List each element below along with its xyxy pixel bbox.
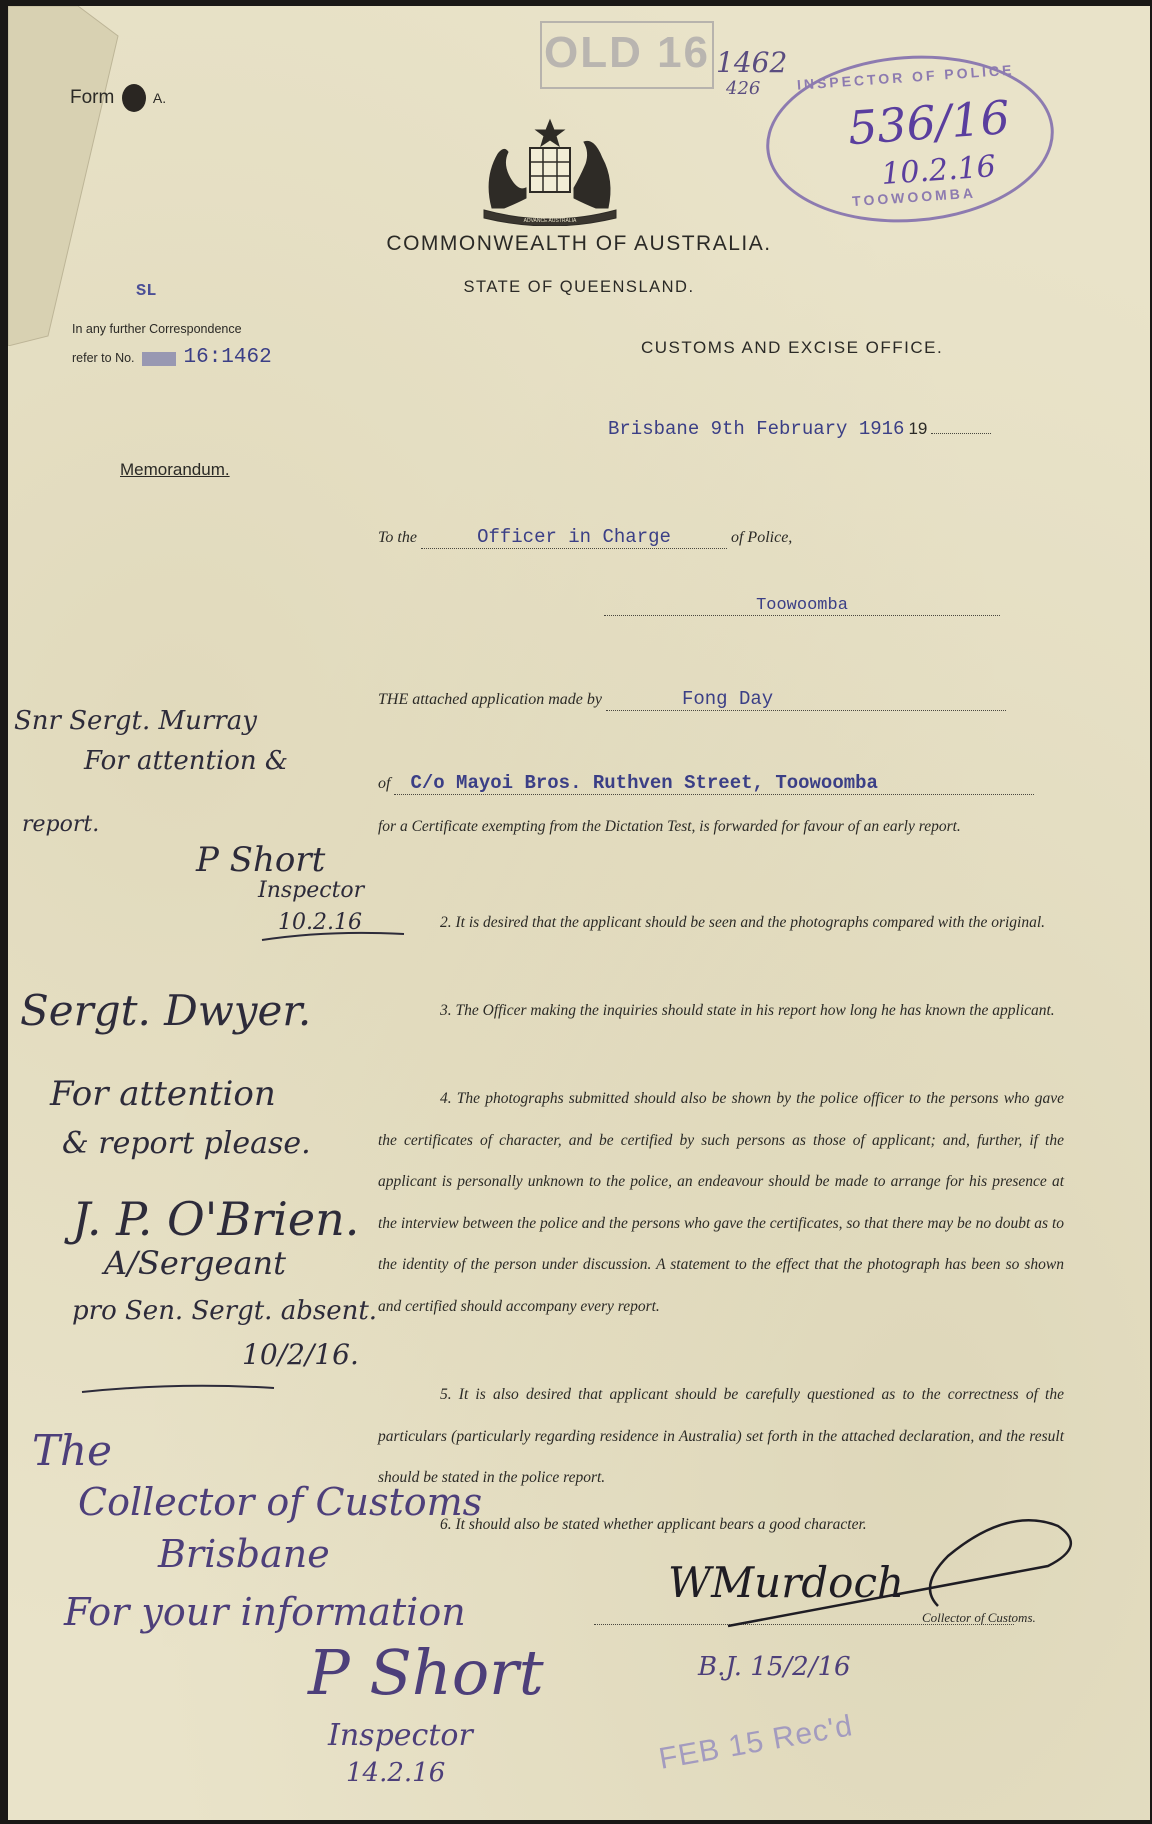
note1-date: 10.2.16 [278,910,362,935]
punch-hole [122,84,146,112]
paragraph-3: 3. The Officer making the inquiries should state in his report how long he has known the applicant. [440,1002,1055,1019]
memorandum-heading: Memorandum. [120,460,230,479]
office-heading: CUSTOMS AND EXCISE OFFICE. [641,338,944,357]
note1-line3: report. [22,812,100,837]
note2-line4: pro Sen. Sergt. absent. [72,1296,378,1326]
correspondence-line: In any further Correspondence [72,322,242,336]
sl-code: SL [136,282,157,301]
refer-line: refer to No. 16:1462 [72,346,272,369]
file-number-top: 1462 [716,46,788,79]
note3-line3: Brisbane [158,1532,330,1576]
note3-initials: B.J. 15/2/16 [698,1652,851,1682]
note1-role: Inspector [258,878,365,903]
struck-out-text [142,352,176,366]
memorandum-document [8,6,1150,1820]
collector-title: Collector of Customs. [922,1610,1036,1625]
form-label: Form A. [70,84,166,112]
inspector-police-stamp: INSPECTOR OF POLICE TOOWOOMBA 536/16 10.2.16 [761,46,1060,232]
note3-line4: For your information [64,1590,466,1634]
received-stamp: FEB 15 Rec'd [656,1709,856,1776]
note1-line1: Snr Sergt. Murray [14,706,257,736]
paragraph-5: 5. It is also desired that applicant should be carefully questioned as to the correctness of the particulars (particularly regarding residence in Australia) set forth in the attached declaration, and the result should be stated in the police report. [378,1386,1064,1486]
note2-signature: J. P. O'Brien. [72,1192,360,1246]
coat-of-arms-icon [474,118,626,226]
note3-signature: P Short [308,1636,544,1709]
paragraph-4: 4. The photographs submitted should also be shown by the police officer to the persons who gave the certificates of character, and be certified by such persons as those of applicant; and, further, if the applicant is personally unknown to the police, an endeavour should be made to arrange for his presence at the interview between the police and the persons who gave the certificates, so that there may be no doubt as to the identity of the person under discussion. A statement to the effect that the photograph has been so shown and certified should accompany every report. [378,1090,1064,1315]
note1-underline [258,926,408,946]
applicant-line: THE attached application made by Fong Day [378,688,1006,711]
address-line: of C/o Mayoi Bros. Ruthven Street, Toowoomba [378,772,1034,795]
note1-line2: For attention & [84,746,289,776]
note2-line3: & report please. [62,1126,311,1161]
note3-role: Inspector [328,1718,473,1753]
old-number-stamp: OLD 16 [540,21,714,89]
addressee-line: To the Officer in Charge of Police, [378,526,793,548]
note2-role: A/Sergeant [104,1244,287,1282]
state-heading: STATE OF QUEENSLAND. [463,278,695,296]
collector-signature: WMurdoch [668,1558,905,1607]
crest-motto: ADVANCE AUSTRALIA [523,218,577,224]
paragraph-2: 2. It is desired that the applicant should be seen and the photographs compared with the original. [440,914,1046,931]
paragraph-6: 6. It should also be stated whether applicant bears a good character. [440,1516,867,1533]
note2-line1: Sergt. Dwyer. [20,986,312,1035]
note2-date: 10/2/16. [242,1338,359,1371]
note3-line1: The [32,1426,112,1475]
addressee-town: Toowoomba [604,596,1000,616]
page-title: COMMONWEALTH OF AUSTRALIA. [386,232,772,255]
paragraph-1: for a Certificate exempting from the Dictation Test, is forwarded for favour of an early report. [378,818,961,835]
note3-line2: Collector of Customs [78,1480,483,1524]
note3-date: 14.2.16 [346,1758,446,1788]
note2-line2: For attention [50,1074,276,1114]
date-line: Brisbane 9th February 1916 19 [608,418,1058,440]
note1-signature: P Short [196,840,326,880]
file-number-bottom: 426 [726,78,761,99]
note2-underline [78,1380,278,1400]
